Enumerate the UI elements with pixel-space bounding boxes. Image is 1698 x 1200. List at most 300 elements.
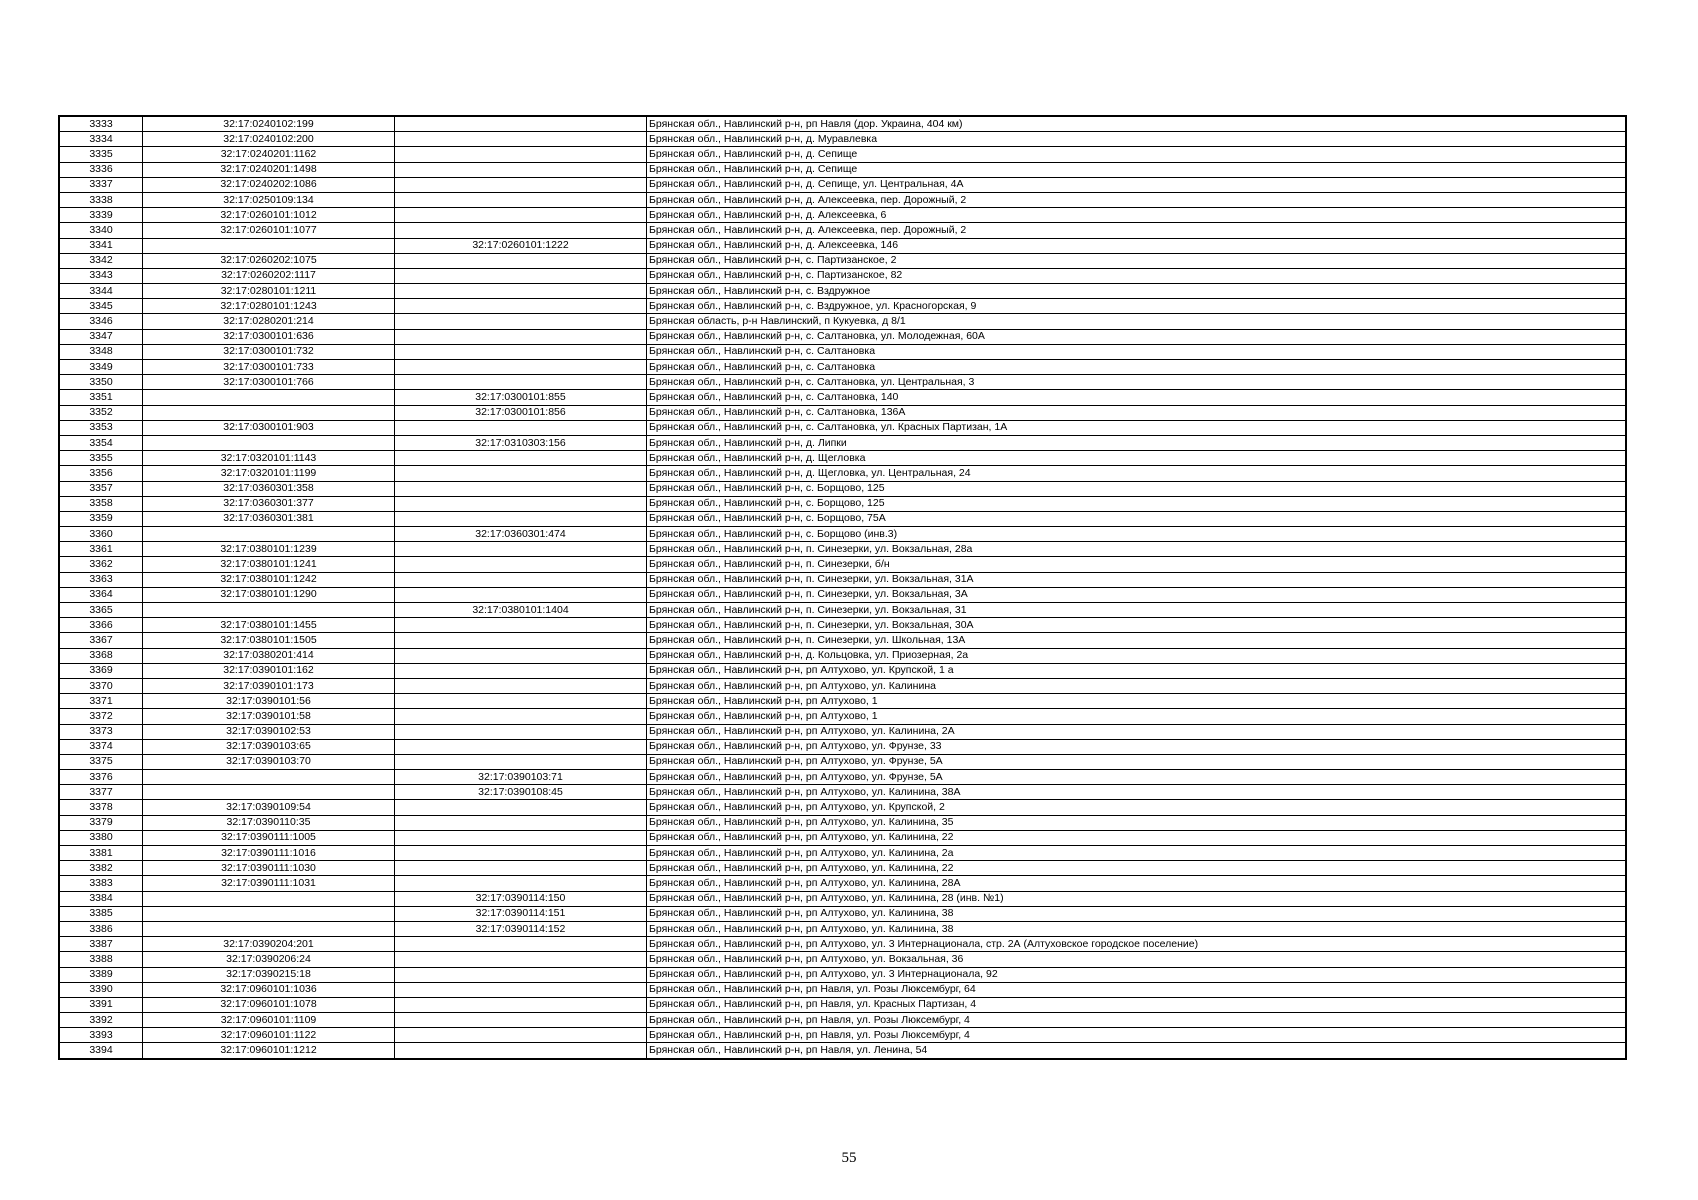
address-cell: Брянская обл., Навлинский р-н, п. Синезерки, ул. Вокзальная, 31 (647, 603, 1627, 618)
address-cell: Брянская обл., Навлинский р-н, рп Алтухово, ул. Крупской, 2 (647, 800, 1627, 815)
cadastral-number-cell (143, 785, 395, 800)
table-row (59, 223, 1626, 238)
address-cell: Брянская обл., Навлинский р-н, с. Борщово, 75А (647, 511, 1627, 526)
table-row (59, 132, 1626, 147)
cadastral-number-alt-cell (395, 557, 647, 572)
cadastral-number-alt-cell (395, 268, 647, 283)
cadastral-number-alt-cell (395, 481, 647, 496)
cadastral-number-alt-cell (395, 830, 647, 845)
cadastral-number-cell: 32:17:0300101:732 (143, 344, 395, 359)
table-row (59, 147, 1626, 162)
address-cell: Брянская обл., Навлинский р-н, рп Алтухово, 1 (647, 694, 1627, 709)
row-number-cell: 3354 (59, 435, 143, 450)
cadastral-number-cell: 32:17:0960101:1212 (143, 1043, 395, 1059)
cadastral-number-cell: 32:17:0960101:1078 (143, 997, 395, 1012)
cadastral-number-cell: 32:17:0240201:1162 (143, 147, 395, 162)
row-number-cell: 3367 (59, 633, 143, 648)
table-row (59, 694, 1626, 709)
table-row (59, 390, 1626, 405)
cadastral-number-cell: 32:17:0360301:377 (143, 496, 395, 511)
address-cell: Брянская обл., Навлинский р-н, рп Алтухово, ул. Фрунзе, 33 (647, 739, 1627, 754)
table-row (59, 192, 1626, 207)
cadastral-number-cell (143, 906, 395, 921)
address-cell: Брянская обл., Навлинский р-н, рп Алтухово, ул. Фрунзе, 5А (647, 770, 1627, 785)
table-row (59, 663, 1626, 678)
table-row (59, 997, 1626, 1012)
table-row (59, 921, 1626, 936)
table-row (59, 603, 1626, 618)
cadastral-number-alt-cell (395, 952, 647, 967)
table-row (59, 208, 1626, 223)
row-number-cell: 3351 (59, 390, 143, 405)
table-row (59, 253, 1626, 268)
cadastral-number-alt-cell: 32:17:0390114:151 (395, 906, 647, 921)
row-number-cell: 3378 (59, 800, 143, 815)
row-number-cell: 3349 (59, 360, 143, 375)
row-number-cell: 3342 (59, 253, 143, 268)
cadastral-number-alt-cell (395, 648, 647, 663)
row-number-cell: 3357 (59, 481, 143, 496)
address-cell: Брянская обл., Навлинский р-н, рп Алтухово, ул. Крупской, 1 а (647, 663, 1627, 678)
cadastral-number-cell: 32:17:0280101:1243 (143, 299, 395, 314)
row-number-cell: 3366 (59, 618, 143, 633)
address-cell: Брянская обл., Навлинский р-н, д. Щегловка, ул. Центральная, 24 (647, 466, 1627, 481)
address-cell: Брянская обл., Навлинский р-н, с. Партизанское, 2 (647, 253, 1627, 268)
table-row (59, 435, 1626, 450)
table-row (59, 952, 1626, 967)
row-number-cell: 3389 (59, 967, 143, 982)
row-number-cell: 3386 (59, 921, 143, 936)
address-cell: Брянская обл., Навлинский р-н, п. Синезерки, ул. Вокзальная, 3А (647, 587, 1627, 602)
row-number-cell: 3393 (59, 1028, 143, 1043)
cadastral-number-alt-cell (395, 314, 647, 329)
cadastral-number-alt-cell: 32:17:0300101:855 (395, 390, 647, 405)
cadastral-number-cell: 32:17:0260101:1077 (143, 223, 395, 238)
table-row (59, 466, 1626, 481)
address-cell: Брянская обл., Навлинский р-н, рп Алтухово, ул. Калинина, 38 (647, 921, 1627, 936)
cadastral-number-alt-cell (395, 633, 647, 648)
row-number-cell: 3384 (59, 891, 143, 906)
table-row (59, 557, 1626, 572)
cadastral-number-alt-cell: 32:17:0260101:1222 (395, 238, 647, 253)
cadastral-number-alt-cell (395, 223, 647, 238)
row-number-cell: 3347 (59, 329, 143, 344)
row-number-cell: 3385 (59, 906, 143, 921)
table-row (59, 618, 1626, 633)
cadastral-number-cell (143, 891, 395, 906)
cadastral-number-alt-cell (395, 451, 647, 466)
cadastral-number-cell: 32:17:0300101:903 (143, 420, 395, 435)
cadastral-number-alt-cell (395, 511, 647, 526)
table-row (59, 587, 1626, 602)
row-number-cell: 3392 (59, 1013, 143, 1028)
table-row (59, 344, 1626, 359)
cadastral-number-cell (143, 527, 395, 542)
address-cell: Брянская обл., Навлинский р-н, п. Синезерки, ул. Школьная, 13А (647, 633, 1627, 648)
table-row (59, 709, 1626, 724)
address-cell: Брянская обл., Навлинский р-н, рп Алтухово, ул. Калинина, 22 (647, 830, 1627, 845)
cadastral-number-alt-cell (395, 937, 647, 952)
row-number-cell: 3377 (59, 785, 143, 800)
cadastral-number-cell: 32:17:0380101:1241 (143, 557, 395, 572)
row-number-cell: 3353 (59, 420, 143, 435)
row-number-cell: 3374 (59, 739, 143, 754)
table-row (59, 268, 1626, 283)
cadastral-number-alt-cell (395, 496, 647, 511)
cadastral-number-cell: 32:17:0390102:53 (143, 724, 395, 739)
cadastral-number-alt-cell (395, 739, 647, 754)
cadastral-number-cell: 32:17:0390109:54 (143, 800, 395, 815)
cadastral-number-cell (143, 435, 395, 450)
cadastral-number-cell: 32:17:0260202:1075 (143, 253, 395, 268)
row-number-cell: 3391 (59, 997, 143, 1012)
cadastral-number-alt-cell (395, 299, 647, 314)
address-cell: Брянская обл., Навлинский р-н, д. Алексеевка, пер. Дорожный, 2 (647, 223, 1627, 238)
cadastral-number-alt-cell (395, 1028, 647, 1043)
address-cell: Брянская обл., Навлинский р-н, п. Синезерки, ул. Вокзальная, 28а (647, 542, 1627, 557)
row-number-cell: 3381 (59, 846, 143, 861)
row-number-cell: 3348 (59, 344, 143, 359)
cadastral-number-alt-cell (395, 572, 647, 587)
cadastral-number-cell: 32:17:0390111:1016 (143, 846, 395, 861)
cadastral-number-alt-cell (395, 815, 647, 830)
cadastral-number-cell: 32:17:0960101:1109 (143, 1013, 395, 1028)
cadastral-number-cell: 32:17:0260101:1012 (143, 208, 395, 223)
row-number-cell: 3388 (59, 952, 143, 967)
table-row (59, 375, 1626, 390)
address-cell: Брянская обл., Навлинский р-н, с. Вздружное, ул. Красногорская, 9 (647, 299, 1627, 314)
address-cell: Брянская обл., Навлинский р-н, рп Навля (дор. Украина, 404 км) (647, 116, 1627, 132)
address-cell: Брянская обл., Навлинский р-н, с. Партизанское, 82 (647, 268, 1627, 283)
cadastral-number-cell: 32:17:0300101:733 (143, 360, 395, 375)
cadastral-number-cell (143, 405, 395, 420)
table-row (59, 360, 1626, 375)
cadastral-number-cell: 32:17:0240201:1498 (143, 162, 395, 177)
table-row (59, 1028, 1626, 1043)
cadastral-number-cell: 32:17:0250109:134 (143, 192, 395, 207)
table-row (59, 937, 1626, 952)
cadastral-number-cell: 32:17:0320101:1199 (143, 466, 395, 481)
address-cell: Брянская обл., Навлинский р-н, с. Борщово, 125 (647, 481, 1627, 496)
row-number-cell: 3350 (59, 375, 143, 390)
cadastral-number-alt-cell (395, 724, 647, 739)
row-number-cell: 3360 (59, 527, 143, 542)
cadastral-number-cell: 32:17:0390111:1030 (143, 861, 395, 876)
cadastral-number-alt-cell (395, 162, 647, 177)
row-number-cell: 3337 (59, 177, 143, 192)
row-number-cell: 3365 (59, 603, 143, 618)
cadastral-number-alt-cell: 32:17:0390103:71 (395, 770, 647, 785)
cadastral-number-cell: 32:17:0380101:1290 (143, 587, 395, 602)
cadastral-number-cell: 32:17:0390103:65 (143, 739, 395, 754)
address-cell: Брянская обл., Навлинский р-н, рп Алтухово, ул. Калинина, 38А (647, 785, 1627, 800)
row-number-cell: 3394 (59, 1043, 143, 1059)
row-number-cell: 3375 (59, 754, 143, 769)
address-cell: Брянская обл., Навлинский р-н, рп Алтухово, ул. Калинина, 22 (647, 861, 1627, 876)
cadastral-number-alt-cell (395, 375, 647, 390)
address-cell: Брянская обл., Навлинский р-н, д. Сепище (647, 147, 1627, 162)
table-row (59, 846, 1626, 861)
table-row (59, 906, 1626, 921)
cadastral-number-alt-cell (395, 466, 647, 481)
row-number-cell: 3335 (59, 147, 143, 162)
cadastral-number-cell: 32:17:0960101:1036 (143, 982, 395, 997)
cadastral-number-alt-cell (395, 846, 647, 861)
row-number-cell: 3345 (59, 299, 143, 314)
address-cell: Брянская обл., Навлинский р-н, с. Салтановка, ул. Красных Партизан, 1А (647, 420, 1627, 435)
table-row (59, 982, 1626, 997)
table-row (59, 527, 1626, 542)
cadastral-number-cell: 32:17:0360301:358 (143, 481, 395, 496)
address-cell: Брянская обл., Навлинский р-н, рп Алтухово, ул. Калинина, 38 (647, 906, 1627, 921)
address-cell: Брянская обл., Навлинский р-н, рп Навля, ул. Розы Люксембург, 4 (647, 1028, 1627, 1043)
cadastral-number-alt-cell (395, 344, 647, 359)
table-row (59, 739, 1626, 754)
address-cell: Брянская обл., Навлинский р-н, рп Алтухово, 1 (647, 709, 1627, 724)
address-cell: Брянская обл., Навлинский р-н, д. Щегловка (647, 451, 1627, 466)
cadastral-number-cell (143, 390, 395, 405)
row-number-cell: 3361 (59, 542, 143, 557)
cadastral-number-alt-cell: 32:17:0380101:1404 (395, 603, 647, 618)
cadastral-number-cell: 32:17:0300101:766 (143, 375, 395, 390)
table-row (59, 815, 1626, 830)
table-row (59, 162, 1626, 177)
row-number-cell: 3369 (59, 663, 143, 678)
cadastral-number-alt-cell: 32:17:0390108:45 (395, 785, 647, 800)
cadastral-number-cell: 32:17:0360301:381 (143, 511, 395, 526)
cadastral-number-cell: 32:17:0240102:200 (143, 132, 395, 147)
row-number-cell: 3356 (59, 466, 143, 481)
table-row (59, 299, 1626, 314)
address-cell: Брянская обл., Навлинский р-н, с. Салтановка, ул. Центральная, 3 (647, 375, 1627, 390)
row-number-cell: 3376 (59, 770, 143, 785)
row-number-cell: 3382 (59, 861, 143, 876)
address-cell: Брянская обл., Навлинский р-н, п. Синезерки, ул. Вокзальная, 31А (647, 572, 1627, 587)
address-cell: Брянская обл., Навлинский р-н, рп Навля, ул. Розы Люксембург, 4 (647, 1013, 1627, 1028)
cadastral-number-alt-cell (395, 997, 647, 1012)
cadastral-number-cell (143, 921, 395, 936)
cadastral-number-alt-cell (395, 587, 647, 602)
cadastral-number-cell: 32:17:0240102:199 (143, 116, 395, 132)
cadastral-number-cell: 32:17:0390215:18 (143, 967, 395, 982)
address-cell: Брянская обл., Навлинский р-н, рп Навля, ул. Красных Партизан, 4 (647, 997, 1627, 1012)
cadastral-number-cell: 32:17:0380201:414 (143, 648, 395, 663)
address-cell: Брянская обл., Навлинский р-н, д. Сепище, ул. Центральная, 4А (647, 177, 1627, 192)
address-cell: Брянская обл., Навлинский р-н, рп Алтухово, ул. Калинина (647, 678, 1627, 693)
row-number-cell: 3334 (59, 132, 143, 147)
address-cell: Брянская обл., Навлинский р-н, п. Синезерки, б/н (647, 557, 1627, 572)
cadastral-number-alt-cell (395, 982, 647, 997)
table-row (59, 1043, 1626, 1059)
address-cell: Брянская обл., Навлинский р-н, с. Салтановка, 136А (647, 405, 1627, 420)
cadastral-number-alt-cell (395, 876, 647, 891)
registry-table (58, 115, 1627, 1060)
address-cell: Брянская обл., Навлинский р-н, д. Кольцовка, ул. Приозерная, 2а (647, 648, 1627, 663)
cadastral-number-alt-cell (395, 694, 647, 709)
table-row (59, 511, 1626, 526)
table-row (59, 405, 1626, 420)
cadastral-number-alt-cell (395, 1043, 647, 1059)
row-number-cell: 3379 (59, 815, 143, 830)
address-cell: Брянская обл., Навлинский р-н, рп Алтухово, ул. Калинина, 2А (647, 724, 1627, 739)
table-row (59, 116, 1626, 132)
address-cell: Брянская обл., Навлинский р-н, с. Салтановка, 140 (647, 390, 1627, 405)
table-row (59, 420, 1626, 435)
cadastral-number-alt-cell (395, 754, 647, 769)
row-number-cell: 3339 (59, 208, 143, 223)
cadastral-number-alt-cell: 32:17:0360301:474 (395, 527, 647, 542)
address-cell: Брянская обл., Навлинский р-н, д. Алексеевка, 6 (647, 208, 1627, 223)
row-number-cell: 3362 (59, 557, 143, 572)
cadastral-number-cell: 32:17:0300101:636 (143, 329, 395, 344)
row-number-cell: 3364 (59, 587, 143, 602)
table-row (59, 891, 1626, 906)
table-row (59, 876, 1626, 891)
cadastral-number-cell: 32:17:0390101:173 (143, 678, 395, 693)
table-row (59, 542, 1626, 557)
address-cell: Брянская область, р-н Навлинский, п Кукуевка, д 8/1 (647, 314, 1627, 329)
cadastral-number-alt-cell (395, 678, 647, 693)
cadastral-number-alt-cell (395, 709, 647, 724)
cadastral-number-cell: 32:17:0390110:35 (143, 815, 395, 830)
table-row (59, 481, 1626, 496)
address-cell: Брянская обл., Навлинский р-н, рп Алтухово, ул. Вокзальная, 36 (647, 952, 1627, 967)
address-cell: Брянская обл., Навлинский р-н, д. Алексеевка, 146 (647, 238, 1627, 253)
cadastral-number-cell: 32:17:0280101:1211 (143, 284, 395, 299)
address-cell: Брянская обл., Навлинский р-н, с. Вздружное (647, 284, 1627, 299)
address-cell: Брянская обл., Навлинский р-н, рп Алтухово, ул. 3 Интернационала, стр. 2А (Алтуховское городское поселение) (647, 937, 1627, 952)
address-cell: Брянская обл., Навлинский р-н, рп Алтухово, ул. Фрунзе, 5А (647, 754, 1627, 769)
address-cell: Брянская обл., Навлинский р-н, рп Алтухово, ул. 3 Интернационала, 92 (647, 967, 1627, 982)
cadastral-number-cell: 32:17:0390101:58 (143, 709, 395, 724)
cadastral-number-cell: 32:17:0390204:201 (143, 937, 395, 952)
cadastral-number-cell: 32:17:0240202:1086 (143, 177, 395, 192)
address-cell: Брянская обл., Навлинский р-н, д. Липки (647, 435, 1627, 450)
table-row (59, 314, 1626, 329)
cadastral-number-cell: 32:17:0390111:1031 (143, 876, 395, 891)
table-row (59, 785, 1626, 800)
cadastral-number-alt-cell (395, 800, 647, 815)
address-cell: Брянская обл., Навлинский р-н, рп Навля, ул. Розы Люксембург, 64 (647, 982, 1627, 997)
cadastral-number-cell (143, 603, 395, 618)
cadastral-number-alt-cell (395, 861, 647, 876)
address-cell: Брянская обл., Навлинский р-н, рп Навля, ул. Ленина, 54 (647, 1043, 1627, 1059)
row-number-cell: 3344 (59, 284, 143, 299)
table-row (59, 329, 1626, 344)
row-number-cell: 3383 (59, 876, 143, 891)
cadastral-number-cell: 32:17:0320101:1143 (143, 451, 395, 466)
address-cell: Брянская обл., Навлинский р-н, рп Алтухово, ул. Калинина, 35 (647, 815, 1627, 830)
row-number-cell: 3371 (59, 694, 143, 709)
page-number: 55 (841, 1150, 857, 1166)
cadastral-number-cell: 32:17:0260202:1117 (143, 268, 395, 283)
cadastral-number-alt-cell (395, 208, 647, 223)
cadastral-number-alt-cell (395, 192, 647, 207)
cadastral-number-cell: 32:17:0390103:70 (143, 754, 395, 769)
row-number-cell: 3343 (59, 268, 143, 283)
table-row (59, 754, 1626, 769)
table-row (59, 451, 1626, 466)
row-number-cell: 3352 (59, 405, 143, 420)
cadastral-number-cell: 32:17:0380101:1455 (143, 618, 395, 633)
cadastral-number-alt-cell (395, 1013, 647, 1028)
row-number-cell: 3373 (59, 724, 143, 739)
cadastral-number-alt-cell (395, 147, 647, 162)
cadastral-number-cell (143, 770, 395, 785)
cadastral-number-cell: 32:17:0390101:162 (143, 663, 395, 678)
row-number-cell: 3363 (59, 572, 143, 587)
cadastral-number-alt-cell (395, 663, 647, 678)
table-row (59, 967, 1626, 982)
cadastral-number-alt-cell (395, 967, 647, 982)
address-cell: Брянская обл., Навлинский р-н, с. Салтановка (647, 344, 1627, 359)
row-number-cell: 3341 (59, 238, 143, 253)
address-cell: Брянская обл., Навлинский р-н, рп Алтухово, ул. Калинина, 2а (647, 846, 1627, 861)
table-row (59, 284, 1626, 299)
cadastral-number-cell: 32:17:0380101:1505 (143, 633, 395, 648)
cadastral-number-alt-cell: 32:17:0310303:156 (395, 435, 647, 450)
address-cell: Брянская обл., Навлинский р-н, д. Сепище (647, 162, 1627, 177)
address-cell: Брянская обл., Навлинский р-н, с. Борщово (инв.3) (647, 527, 1627, 542)
table-row (59, 770, 1626, 785)
table-row (59, 830, 1626, 845)
address-cell: Брянская обл., Навлинский р-н, рп Алтухово, ул. Калинина, 28 (инв. №1) (647, 891, 1627, 906)
address-cell: Брянская обл., Навлинский р-н, д. Алексеевка, пер. Дорожный, 2 (647, 192, 1627, 207)
cadastral-number-cell: 32:17:0390101:56 (143, 694, 395, 709)
row-number-cell: 3390 (59, 982, 143, 997)
cadastral-number-cell (143, 238, 395, 253)
table-row (59, 724, 1626, 739)
row-number-cell: 3370 (59, 678, 143, 693)
row-number-cell: 3336 (59, 162, 143, 177)
cadastral-number-alt-cell (395, 132, 647, 147)
cadastral-number-alt-cell (395, 360, 647, 375)
cadastral-number-alt-cell (395, 116, 647, 132)
cadastral-number-cell: 32:17:0280201:214 (143, 314, 395, 329)
address-cell: Брянская обл., Навлинский р-н, п. Синезерки, ул. Вокзальная, 30А (647, 618, 1627, 633)
cadastral-number-alt-cell (395, 420, 647, 435)
table-row (59, 238, 1626, 253)
table-row (59, 496, 1626, 511)
row-number-cell: 3368 (59, 648, 143, 663)
cadastral-number-cell: 32:17:0380101:1239 (143, 542, 395, 557)
table-row (59, 800, 1626, 815)
address-cell: Брянская обл., Навлинский р-н, с. Борщово, 125 (647, 496, 1627, 511)
cadastral-number-alt-cell (395, 177, 647, 192)
row-number-cell: 3346 (59, 314, 143, 329)
row-number-cell: 3340 (59, 223, 143, 238)
table-row (59, 861, 1626, 876)
table-row (59, 678, 1626, 693)
cadastral-number-alt-cell (395, 284, 647, 299)
table-row (59, 1013, 1626, 1028)
cadastral-number-alt-cell (395, 253, 647, 268)
table-row (59, 633, 1626, 648)
address-cell: Брянская обл., Навлинский р-н, рп Алтухово, ул. Калинина, 28А (647, 876, 1627, 891)
cadastral-number-alt-cell (395, 329, 647, 344)
cadastral-number-cell: 32:17:0380101:1242 (143, 572, 395, 587)
table-row (59, 572, 1626, 587)
cadastral-number-alt-cell (395, 618, 647, 633)
cadastral-number-cell: 32:17:0390206:24 (143, 952, 395, 967)
row-number-cell: 3355 (59, 451, 143, 466)
cadastral-number-alt-cell: 32:17:0300101:856 (395, 405, 647, 420)
address-cell: Брянская обл., Навлинский р-н, д. Муравлевка (647, 132, 1627, 147)
row-number-cell: 3359 (59, 511, 143, 526)
cadastral-number-cell: 32:17:0390111:1005 (143, 830, 395, 845)
cadastral-number-cell: 32:17:0960101:1122 (143, 1028, 395, 1043)
address-cell: Брянская обл., Навлинский р-н, с. Салтановка, ул. Молодежная, 60А (647, 329, 1627, 344)
